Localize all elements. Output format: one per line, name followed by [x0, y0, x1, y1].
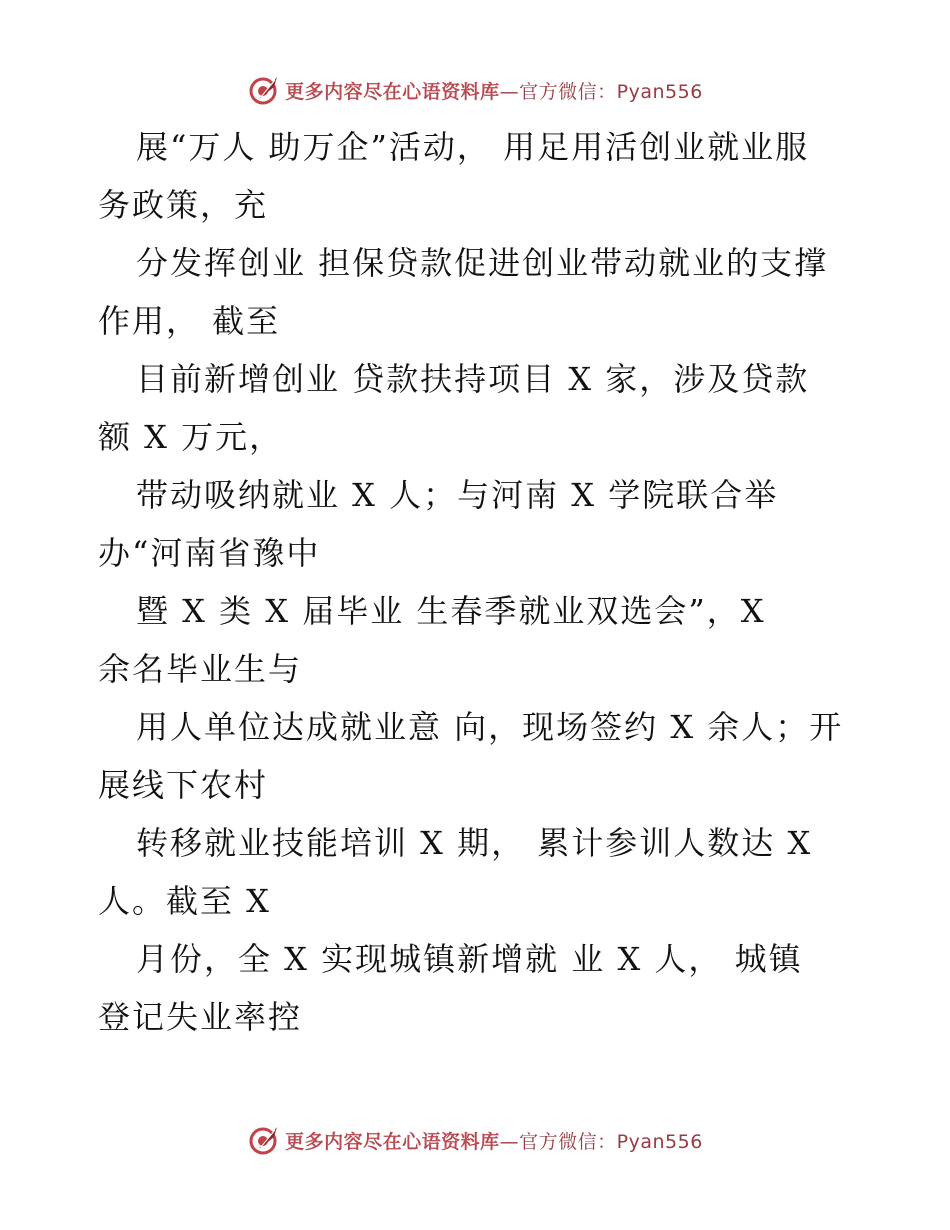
watermark-sub-text: —官方微信：Pyan556: [499, 1130, 703, 1153]
text-line: 余名毕业生与: [98, 650, 303, 688]
watermark-main-text: 更多内容尽在心语资料库: [285, 80, 500, 103]
watermark-text: [285, 1127, 703, 1154]
text-line: 暨 X 类 X 届毕业 生春季就业双选会”，X: [136, 592, 766, 630]
quill-logo-icon: [247, 73, 281, 107]
text-line: 分发挥创业 担保贷款促进创业带动就业的支撑: [136, 244, 829, 282]
watermark-sub-text: —官方微信：Pyan556: [499, 80, 703, 103]
text-line: 展“万人 助万企”活动， 用足用活创业就业服: [136, 128, 810, 166]
text-line: 登记失业率控: [98, 998, 303, 1036]
text-line: 作用， 截至: [98, 302, 281, 340]
text-line: 用人单位达成就业意 向，现场签约 X 余人；开: [136, 708, 844, 746]
text-line: 展线下农村: [98, 766, 269, 804]
text-line: 人。截至 X: [98, 882, 271, 920]
text-line: 目前新增创业 贷款扶持项目 X 家，涉及贷款: [136, 360, 810, 398]
header-watermark: [0, 70, 950, 110]
quill-logo-icon: [247, 1123, 281, 1157]
text-line: 办“河南省豫中: [98, 534, 321, 572]
watermark-text: [285, 77, 703, 104]
footer-watermark: [0, 1120, 950, 1160]
text-line: 带动吸纳就业 X 人；与河南 X 学院联合举: [136, 476, 779, 514]
text-line: 月份，全 X 实现城镇新增就 业 X 人， 城镇: [136, 940, 803, 978]
text-line: 务政策，充: [98, 186, 269, 224]
text-line: 转移就业技能培训 X 期， 累计参训人数达 X: [136, 824, 813, 862]
watermark-main-text: 更多内容尽在心语资料库: [285, 1130, 500, 1153]
text-line: 额 X 万元，: [98, 418, 284, 456]
document-body: [98, 118, 868, 1046]
